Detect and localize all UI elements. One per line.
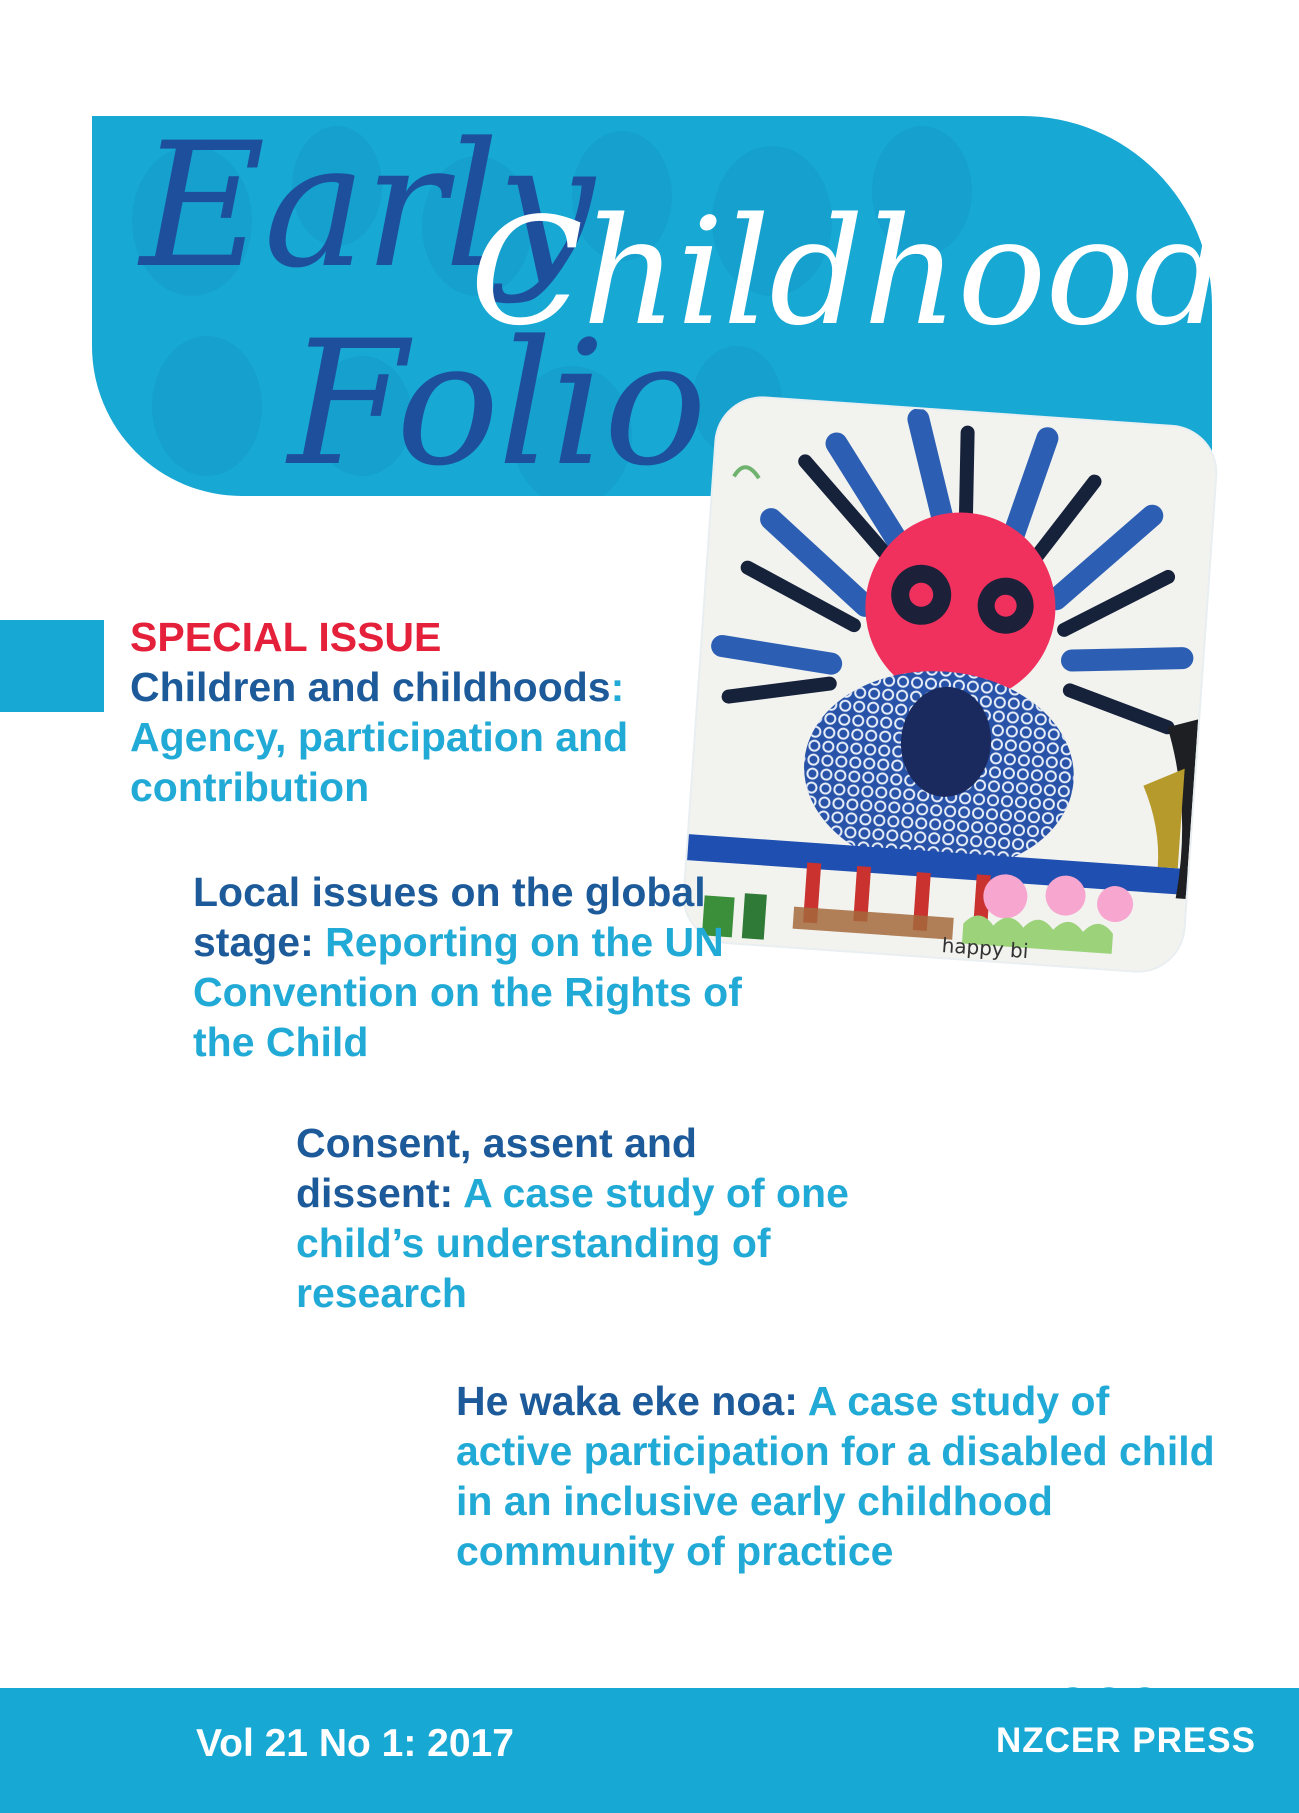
lead-article	[130, 612, 730, 812]
article-1: Local issues on the global stage: Reporting on the UN Convention on the Rights of the Child	[193, 869, 742, 1065]
masthead-word-childhood: Childhood	[470, 186, 1228, 358]
article-2: Consent, assent and dissent: A case study of one child’s understanding of research	[296, 1120, 849, 1316]
lead-article-colon: :	[610, 664, 625, 710]
article-1-title: Local issues on the global stage	[193, 869, 706, 965]
lead-article-subtitle: Agency, participation and contribution	[130, 714, 629, 810]
special-issue-label: SPECIAL ISSUE	[130, 614, 442, 660]
lead-article-title: Children and childhoods	[130, 664, 611, 710]
article-3-subtitle: A case study of active participation for a disabled child in an inclusive early childhood community of practice	[456, 1378, 1215, 1574]
publisher-name: NZCER PRESS	[996, 1721, 1256, 1760]
artwork-caption: happy bi	[940, 933, 1030, 964]
article-3: He waka eke noa: A case study of active participation for a disabled child in an inclusive early childhood community of practice	[456, 1378, 1215, 1574]
article-1-subtitle: Reporting on the UN Convention on the Rights of the Child	[193, 919, 742, 1065]
article-2-subtitle: A case study of one child’s understanding of research	[296, 1170, 849, 1316]
masthead-word-folio: Folio	[288, 303, 706, 504]
cover-artwork	[682, 395, 1219, 974]
side-tab-accent	[0, 620, 104, 712]
issue-number: Vol 21 No 1: 2017	[196, 1722, 514, 1765]
article-2-title: Consent, assent and dissent	[296, 1120, 697, 1216]
masthead-word-early: Early	[140, 105, 593, 306]
article-3-title: He waka eke noa	[456, 1378, 785, 1424]
